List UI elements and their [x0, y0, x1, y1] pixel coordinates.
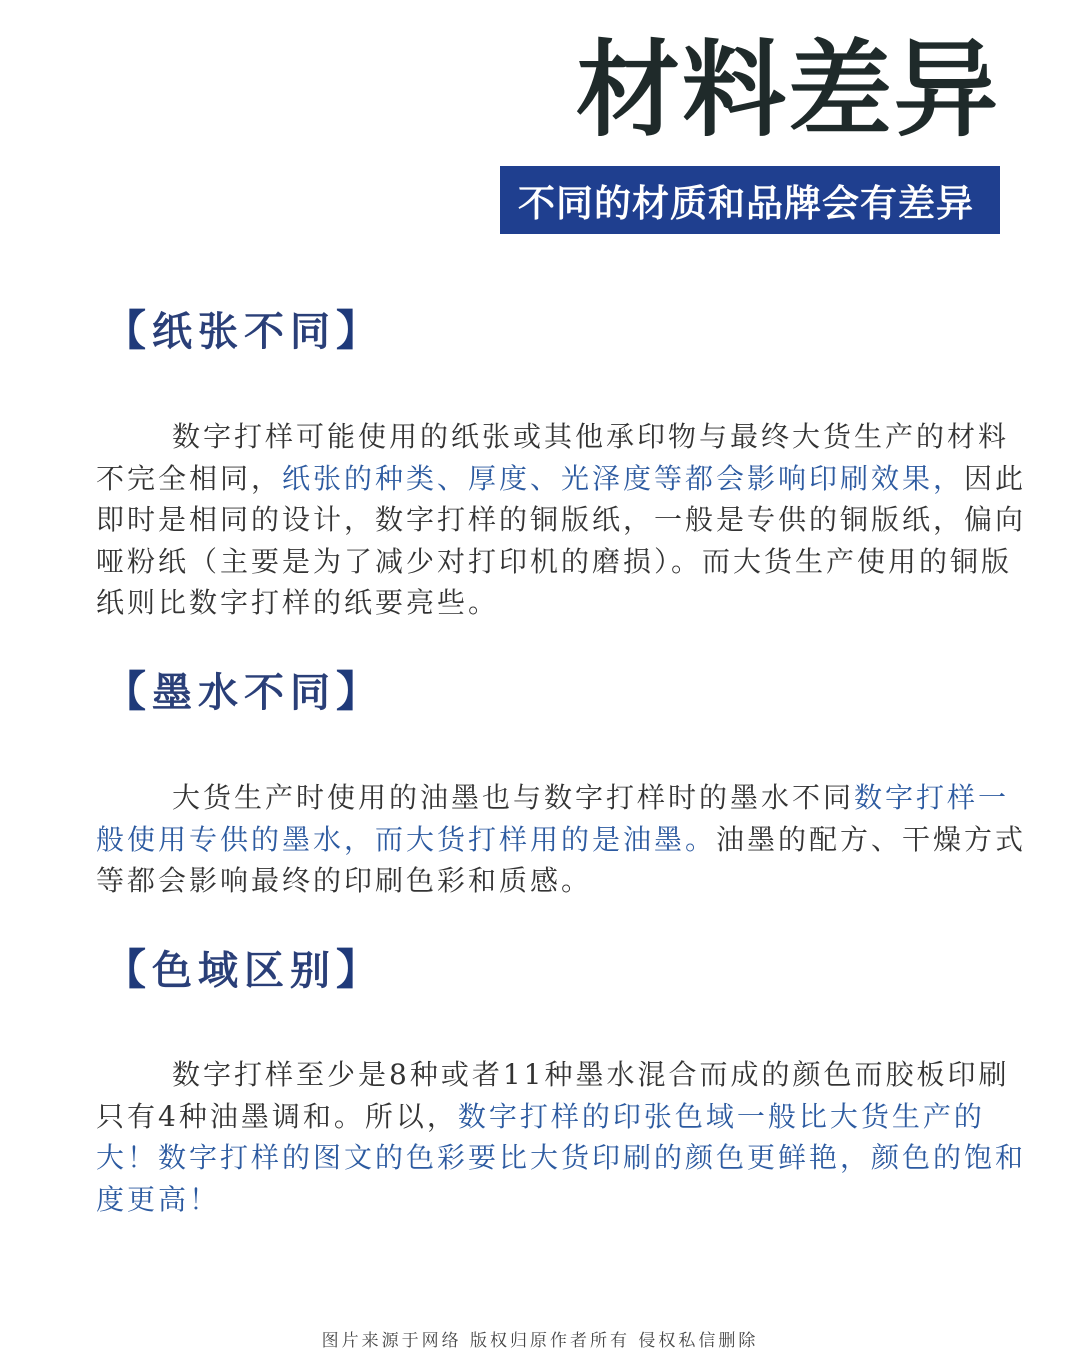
section-heading-text: 墨水不同	[152, 669, 337, 716]
page-title: 材料差异	[575, 29, 1000, 151]
section-body-ink	[96, 777, 1031, 902]
body-text: 数字打样可能使用的纸张或其他承印物与最终大货生产的材料不完全相同，	[96, 420, 1010, 495]
section-heading-text: 纸张不同	[152, 308, 337, 355]
subtitle-banner	[500, 166, 1000, 234]
section-heading-paper	[104, 304, 384, 359]
bracket-open: 【	[104, 306, 153, 355]
bracket-close: 】	[336, 667, 385, 716]
body-text: 大货生产时使用的油墨也与数字打样时的墨水不同	[172, 781, 855, 814]
bracket-close: 】	[336, 306, 385, 355]
body-text: 数字打样至少是8种或者11种墨水混合而成的颜色而胶板印刷只有4种油墨调和。所以，	[96, 1058, 1010, 1133]
bracket-close: 】	[336, 945, 385, 994]
section-heading-text: 色域区别	[152, 947, 337, 994]
section-body-paper	[96, 416, 1031, 624]
section-heading-gamut	[104, 943, 384, 998]
highlight-text: 数字打样的印张色域一般比大货生产的大！数字打样的图文的色彩要比大货印刷的颜色更鲜艳，颜色的饱和度更高！	[96, 1099, 1027, 1216]
section-body-gamut	[96, 1054, 1031, 1220]
subtitle-text: 不同的材质和品牌会有差异	[518, 181, 974, 225]
bracket-open: 【	[104, 667, 153, 716]
body-text: 油墨的配方、干燥方式等都会影响最终的印刷色彩和质感。	[96, 822, 1027, 897]
body-text: 因此即时是相同的设计，数字打样的铜版纸，一般是专供的铜版纸，偏向哑粉纸（主要是为了减少对打印机的磨损）。而大货生产使用的铜版纸则比数字打样的纸要亮些。	[96, 461, 1027, 619]
section-heading-ink	[104, 665, 384, 720]
footer-credit: 图片来源于网络 版权归原作者所有 侵权私信删除	[321, 1331, 759, 1351]
highlight-text: 数字打样一般使用专供的墨水，而大货打样用的是油墨。	[96, 781, 1010, 856]
highlight-text: 纸张的种类、厚度、光泽度等都会影响印刷效果，	[282, 461, 965, 495]
bracket-open: 【	[104, 945, 153, 994]
